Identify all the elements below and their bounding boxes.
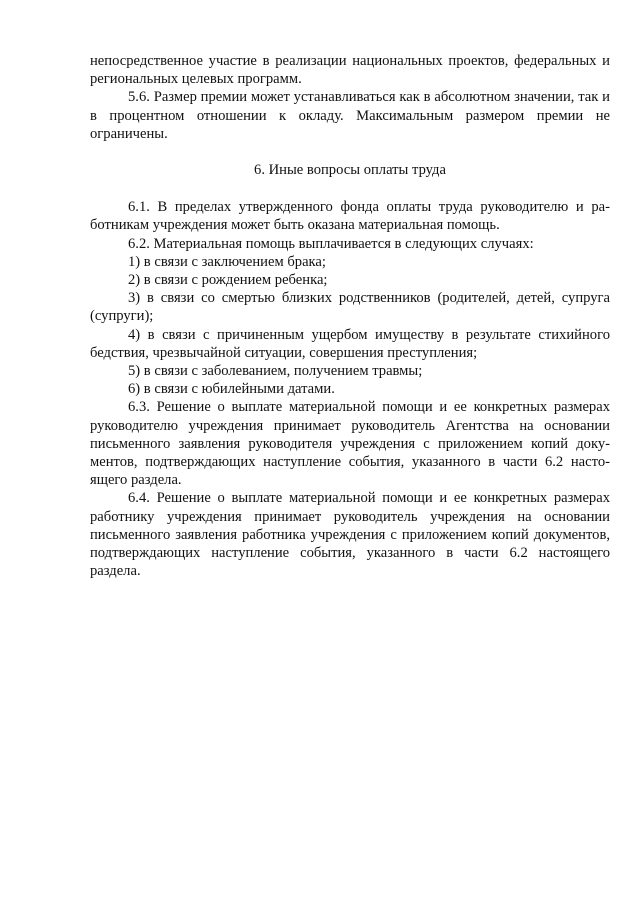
list-item-6: 6) в связи с юбилейными датами. — [128, 381, 335, 398]
paragraph-6-2: 6.2. Материальная помощь выплачивается в следующих случаях: — [128, 235, 534, 252]
paragraph-6-3: 6.3. Решение о выплате материальной помощи и ее конкретных размерах руководителю учреждения принимает руководитель Агентства на основании письменного заявления руководителя учреждения с приложением копий документов, подтверждающих наступление события, указанного в части 6.2 настоящего раздела. — [90, 399, 610, 489]
paragraph-6-4: 6.4. Решение о выплате материальной помощи и ее конкретных размерах работнику учреждения принимает руководитель учреждения на основании письменного заявления работника учреждения с приложением копий документов, подтверждающих наступление события, указанного в части 6.2 настоящего раздела. — [90, 490, 610, 580]
document-body — [90, 52, 610, 580]
list-item-2: 2) в связи с рождением ребенка; — [128, 272, 328, 289]
list-item-4: 4) в связи с причиненным ущербом имуществу в результате стихийного бедствия, чрезвычайной ситуации, совершения преступления; — [90, 326, 610, 361]
list-item-3: 3) в связи со смертью близких родственников (родителей, детей, супруга (супруги); — [90, 290, 610, 325]
section-heading: 6. Иные вопросы оплаты труда — [254, 162, 446, 179]
paragraph-5-6: 5.6. Размер премии может устанавливаться как в абсолютном значении, так и в процентном отношении к окладу. Максимальным размером премии не ограничены. — [90, 89, 610, 142]
list-item-1: 1) в связи с заключением брака; — [128, 253, 326, 270]
list-item-5: 5) в связи с заболеванием, получением травмы; — [128, 363, 423, 380]
paragraph-6-1: 6.1. В пределах утвержденного фонда оплаты труда руководителю и работникам учреждения может быть оказана материальная помощь. — [90, 199, 610, 234]
paragraph-continuation: непосредственное участие в реализации национальных проектов, федеральных и региональных целевых программ. — [90, 53, 610, 88]
